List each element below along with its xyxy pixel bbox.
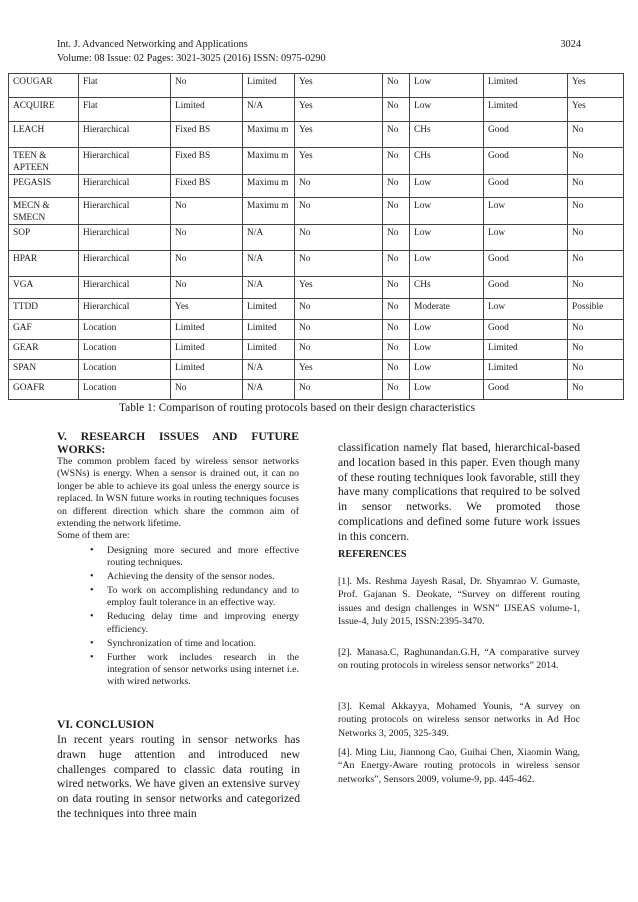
table-cell: Low xyxy=(410,198,484,225)
table-cell: No xyxy=(171,251,243,277)
table-cell: SPAN xyxy=(9,360,79,380)
table-cell: Hierarchical xyxy=(79,251,171,277)
table-row xyxy=(9,148,624,175)
table-cell: Possible xyxy=(568,299,624,320)
table-cell: No xyxy=(295,198,383,225)
table-cell: No xyxy=(383,251,410,277)
table-cell: No xyxy=(295,340,383,360)
table-cell: No xyxy=(383,148,410,175)
table-cell: No xyxy=(295,175,383,198)
table-cell: Low xyxy=(484,198,568,225)
table-row xyxy=(9,380,624,400)
table-cell: Maximu m xyxy=(243,175,295,198)
table-cell: Good xyxy=(484,251,568,277)
table-cell: Fixed BS xyxy=(171,122,243,148)
table-cell: No xyxy=(568,122,624,148)
table-cell: Maximu m xyxy=(243,122,295,148)
list-item: • Designing more secured and more effective routing techniques. xyxy=(107,545,299,570)
table-caption: Table 1: Comparison of routing protocols based on their design characteristics xyxy=(119,402,476,414)
conclusion-text-right: classification namely flat based, hierarchical-based and location based in this paper. Even though many of these routing techniques look favorable, still they have many complications that required to be solved in sensor networks. We promoted those complications and defined some future work issues in this concern. xyxy=(338,441,580,543)
table-cell: Low xyxy=(410,175,484,198)
table-cell: Good xyxy=(484,320,568,340)
table-cell: No xyxy=(171,74,243,98)
list-item: • Reducing delay time and improving energy efficiency. xyxy=(107,611,299,636)
table-cell: N/A xyxy=(243,380,295,400)
table-cell: N/A xyxy=(243,360,295,380)
table-cell: CHs xyxy=(410,148,484,175)
table-cell: Low xyxy=(410,340,484,360)
table-cell: Limited xyxy=(243,299,295,320)
page-header xyxy=(57,38,581,66)
table-row xyxy=(9,320,624,340)
table-cell: No xyxy=(295,299,383,320)
table-cell: No xyxy=(568,340,624,360)
left-column xyxy=(57,430,299,690)
table-row xyxy=(9,299,624,320)
table-cell: No xyxy=(383,225,410,251)
table-cell: No xyxy=(295,320,383,340)
reference-1: [1]. Ms. Reshma Jayesh Rasal, Dr. Shyamrao V. Gumaste, Prof. Gajanan S. Deokate, “Survey on different routing issues and design challenges in WSN” IJSEAS volume-1, Issue-4, July 2015, ISSN:2395-3470. xyxy=(338,576,580,628)
table-cell: Location xyxy=(79,380,171,400)
table-cell: No xyxy=(383,198,410,225)
table-row xyxy=(9,98,624,122)
table-cell: No xyxy=(568,225,624,251)
table-cell: ACQUIRE xyxy=(9,98,79,122)
table-cell: No xyxy=(383,340,410,360)
table-cell: No xyxy=(568,148,624,175)
table-cell: Low xyxy=(484,225,568,251)
table-cell: PEGASIS xyxy=(9,175,79,198)
table-cell: TTDD xyxy=(9,299,79,320)
reference-2: [2]. Manasa.C, Raghunandan.G.H, “A comparative survey on routing protocols in wireless sensor networks” 2014. xyxy=(338,647,580,672)
reference-4: [4]. Ming Liu, Jiannong Cao, Guihai Chen, Xiaomin Wang, “An Energy-Aware routing protocols in wireless sensor networks”, Sensors 2009, volume-9, pp. 445-462. xyxy=(338,747,580,785)
table-cell: Yes xyxy=(295,122,383,148)
table-row xyxy=(9,198,624,225)
table-row xyxy=(9,175,624,198)
table-cell: Limited xyxy=(171,340,243,360)
table-cell: Limited xyxy=(243,320,295,340)
table-cell: No xyxy=(383,175,410,198)
table-cell: Low xyxy=(410,74,484,98)
table-cell: Fixed BS xyxy=(171,175,243,198)
list-item: • Further work includes research in the integration of sensor networks using internet i.e. with wired networks. xyxy=(107,652,299,689)
list-item: • Achieving the density of the sensor nodes. xyxy=(107,571,299,583)
table-cell: GAF xyxy=(9,320,79,340)
table-cell: Low xyxy=(410,320,484,340)
table-cell: Location xyxy=(79,360,171,380)
table-cell: No xyxy=(171,380,243,400)
table-cell: Hierarchical xyxy=(79,122,171,148)
table-cell: Good xyxy=(484,122,568,148)
section-5-title: V. RESEARCH ISSUES AND FUTURE xyxy=(57,430,299,443)
table-cell: No xyxy=(171,277,243,299)
table-cell: Hierarchical xyxy=(79,299,171,320)
table-cell: Location xyxy=(79,320,171,340)
table-row xyxy=(9,122,624,148)
research-issues-list xyxy=(57,545,299,689)
reference-3: [3]. Kemal Akkayya, Mohamed Younis, “A survey on routing protocols on wireless sensor networks in Ad Hoc Networks 3, 2005, 325-349. xyxy=(338,701,580,739)
table-cell: Fixed BS xyxy=(171,148,243,175)
table-cell: Limited xyxy=(171,360,243,380)
table-cell: Good xyxy=(484,148,568,175)
table-cell: No xyxy=(383,380,410,400)
table-cell: Hierarchical xyxy=(79,225,171,251)
table-cell: Hierarchical xyxy=(79,198,171,225)
table-cell: N/A xyxy=(243,225,295,251)
table-cell: GOAFR xyxy=(9,380,79,400)
table-cell: N/A xyxy=(243,98,295,122)
table-cell: HPAR xyxy=(9,251,79,277)
table-cell: No xyxy=(295,251,383,277)
section-5-title-cont: WORKS: xyxy=(57,443,106,456)
table-cell: No xyxy=(568,320,624,340)
table-cell: Flat xyxy=(79,74,171,98)
table-cell: Yes xyxy=(295,74,383,98)
table-cell: Moderate xyxy=(410,299,484,320)
table-cell: No xyxy=(383,98,410,122)
table-cell: Limited xyxy=(243,340,295,360)
conclusion-text-left: In recent years routing in sensor networks has drawn huge attention and introduced new challenges compared to classic data routing in wired networks. We have given an extensive survey on data routing in sensor networks and categorized the techniques into three main xyxy=(57,733,300,820)
table-cell: N/A xyxy=(243,277,295,299)
page-number: 3024 xyxy=(560,39,581,50)
table-row xyxy=(9,251,624,277)
table-cell: Yes xyxy=(295,360,383,380)
table-cell: No xyxy=(568,251,624,277)
table-cell: Limited xyxy=(171,320,243,340)
list-item: • Synchronization of time and location. xyxy=(107,638,299,650)
table-cell: VGA xyxy=(9,277,79,299)
table-cell: GEAR xyxy=(9,340,79,360)
table-cell: Yes xyxy=(295,277,383,299)
table-cell: No xyxy=(383,320,410,340)
references-title: REFERENCES xyxy=(338,549,407,560)
table-cell: Low xyxy=(410,251,484,277)
table-cell: Limited xyxy=(484,340,568,360)
table-cell: Low xyxy=(410,98,484,122)
table-cell: Limited xyxy=(171,98,243,122)
table-cell: No xyxy=(171,225,243,251)
table-cell: Low xyxy=(410,380,484,400)
table-cell: No xyxy=(383,74,410,98)
table-cell: Hierarchical xyxy=(79,175,171,198)
table-cell: MECN & SMECN xyxy=(9,198,79,225)
table-cell: Good xyxy=(484,277,568,299)
table-cell: Low xyxy=(484,299,568,320)
table-cell: Limited xyxy=(484,360,568,380)
table-cell: No xyxy=(383,299,410,320)
table-cell: Hierarchical xyxy=(79,148,171,175)
table-cell: Maximu m xyxy=(243,148,295,175)
table-row xyxy=(9,360,624,380)
table-cell: Yes xyxy=(171,299,243,320)
table-cell: Limited xyxy=(243,74,295,98)
comparison-table xyxy=(8,73,624,400)
section-6-title: VI. CONCLUSION xyxy=(57,718,155,731)
table-cell: Good xyxy=(484,175,568,198)
list-item: • To work on accomplishing redundancy and to employ fault tolerance in an effective way. xyxy=(107,585,299,610)
table-row xyxy=(9,225,624,251)
table-cell: No xyxy=(568,198,624,225)
table-cell: Limited xyxy=(484,98,568,122)
table-cell: Yes xyxy=(295,98,383,122)
table-cell: CHs xyxy=(410,122,484,148)
table-cell: Flat xyxy=(79,98,171,122)
table-cell: TEEN & APTEEN xyxy=(9,148,79,175)
table-cell: SOP xyxy=(9,225,79,251)
table-cell: Yes xyxy=(295,148,383,175)
table-cell: Yes xyxy=(568,74,624,98)
table-cell: No xyxy=(295,380,383,400)
journal-title: Int. J. Advanced Networking and Applications xyxy=(57,39,248,50)
table-cell: Hierarchical xyxy=(79,277,171,299)
table-cell: CHs xyxy=(410,277,484,299)
table-cell: Yes xyxy=(568,98,624,122)
table-cell: LEACH xyxy=(9,122,79,148)
table-cell: No xyxy=(171,198,243,225)
table-cell: Low xyxy=(410,360,484,380)
table-cell: Good xyxy=(484,380,568,400)
table-cell: No xyxy=(568,360,624,380)
table-cell: Location xyxy=(79,340,171,360)
table-cell: Limited xyxy=(484,74,568,98)
table-cell: No xyxy=(383,360,410,380)
table-row xyxy=(9,277,624,299)
table-cell: No xyxy=(568,380,624,400)
journal-volume: Volume: 08 Issue: 02 Pages: 3021-3025 (2016) ISSN: 0975-0290 xyxy=(57,53,326,64)
table-cell: Maximu m xyxy=(243,198,295,225)
table-cell: No xyxy=(383,122,410,148)
table-cell: COUGAR xyxy=(9,74,79,98)
table-cell: No xyxy=(383,277,410,299)
section-5-lead: Some of them are: xyxy=(57,530,130,542)
table-cell: No xyxy=(568,175,624,198)
table-row xyxy=(9,340,624,360)
table-cell: N/A xyxy=(243,251,295,277)
section-5-intro: The common problem faced by wireless sensor networks (WSNs) is energy. When a sensor is drained out, it can no longer be able to achieve its goal unless the energy source is replaced. In WSN future works in routing techniques focuses on different direction which share the common aim of extending the network lifetime. xyxy=(57,456,299,530)
table-cell: No xyxy=(568,277,624,299)
table-row xyxy=(9,74,624,98)
table-cell: Low xyxy=(410,225,484,251)
table-cell: No xyxy=(295,225,383,251)
